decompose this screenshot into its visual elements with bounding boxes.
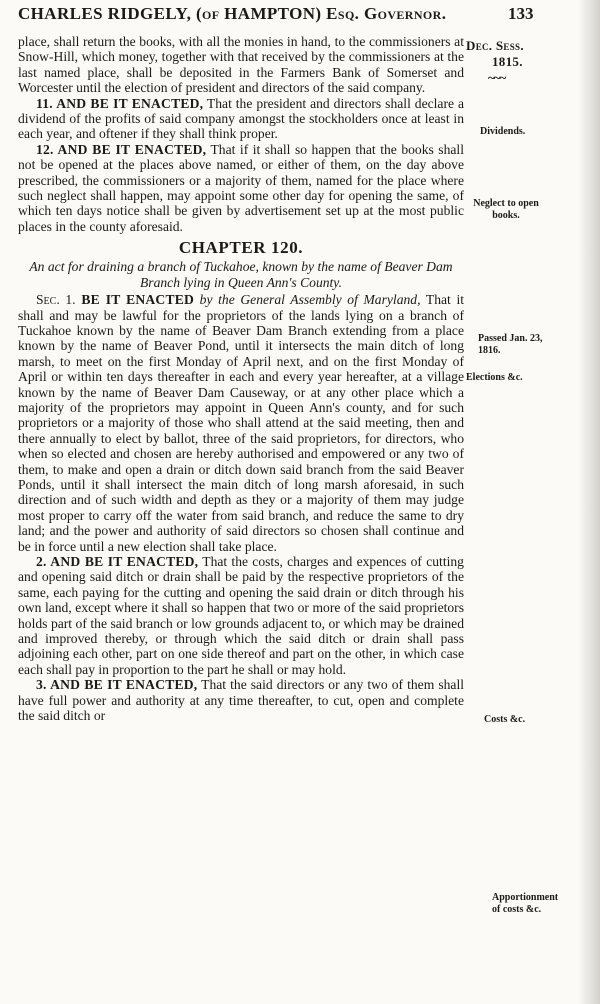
running-title-place: HAMPTON) <box>219 4 327 23</box>
running-header <box>18 4 538 24</box>
page-number: 133 <box>508 4 534 23</box>
section-1-sec: Sec. 1. <box>36 292 76 308</box>
section-12-text: That if it shall so happen that the books shall not be opened at the places above named, or either of them, on the day above prescribed, the commissioners or a majority of them, named for the place where such neglect shall happen, may appoint some other day for opening the same, of which ten days notice shall be given by advertisement set up at the most public places in the county aforesaid. <box>18 141 464 234</box>
section-1 <box>18 292 464 554</box>
paragraph-continuation: place, shall return the books, with all the monies in hand, to the commissioners at Snow-Hill, which money, together with that received by the commissioners at the last named place, shall be deposited in the Farmers Bank of Somerset and Worcester until the election of president and directors of the said company. <box>18 34 464 96</box>
margin-note-passed: Passed Jan. 23, 1816. <box>478 333 543 356</box>
session-year: 1815. <box>492 54 523 69</box>
margin-note-dividends: Dividends. <box>480 126 526 137</box>
body-text <box>18 34 464 723</box>
margin-note-session <box>466 38 586 86</box>
section-3-text: That the said directors or any two of them shall have full power and authority at any time thereafter, to cut, open and complete the said ditch or <box>18 677 465 724</box>
margin-note-neglect: Neglect to open books. <box>473 198 539 221</box>
session-label: Dec. Sess. <box>466 38 524 53</box>
running-title-of: of <box>202 4 220 23</box>
section-1-label: BE IT ENACTED <box>75 292 195 308</box>
page-edge-shadow <box>578 0 600 1004</box>
section-11-label: 11. AND BE IT ENACTED, <box>36 95 204 111</box>
margin-note-elections: Elections &c. <box>466 372 523 383</box>
section-3 <box>18 677 464 723</box>
margin-note-apportionment: Apportionment of costs &c. <box>492 892 559 915</box>
section-11-text: That the president and directors shall declare a dividend of the profits of said company amongst the stockholders once at least in each year, and oftener if they shall think proper. <box>18 95 464 142</box>
running-title-name: CHARLES RIDGELY, ( <box>18 4 203 23</box>
section-11 <box>18 96 464 142</box>
section-3-label: 3. AND BE IT ENACTED, <box>36 677 198 693</box>
section-2-label: 2. AND BE IT ENACTED, <box>36 554 199 569</box>
margin-note-costs: Costs &c. <box>484 714 526 725</box>
section-2-text: That the costs, charges and expences of cutting and opening said ditch or drain shall be paid by the respective proprietors of the same, each paying for the cutting and opening the said drain or ditch through his own land, except where it shall so happen that two or more of the said proprietors holds part of the said branch or low grounds adjacent to, or which may be drained and improved thereby, or through which the said ditch or drain shall pass adjoining each other, part on one side thereof and part on the other, in which case each shall pay in proportion to the part he shall or may hold. <box>18 554 464 677</box>
section-2 <box>18 554 464 677</box>
chapter-title: An act for draining a branch of Tuckahoe, known by the name of Beaver Dam Branch lying in Queen Ann's County. <box>29 259 453 290</box>
section-1-by: by the General Assembly of Maryland, <box>194 292 421 308</box>
running-title-esq: Esq. Governor. <box>326 4 447 23</box>
squiggle-ornament: ~~~ <box>488 70 506 85</box>
section-12-label: 12. AND BE IT ENACTED, <box>36 141 207 157</box>
chapter-heading: CHAPTER 120. <box>178 238 304 258</box>
section-12 <box>18 142 464 234</box>
section-1-text: That it shall and may be lawful for the proprietors of the lands lying on a branch of Tuckahoe known by the name of Beaver Dam Branch extending from a place known by the name of Beaver Pond, until it intersects the main ditch of long marsh, to meet on the first Monday of April next, and on the first Monday of April or within ten days thereafter in each and every year hereafter, at a village known by the name of Beaver Dam Causeway, or at any other place which a majority of the proprietors may appoint in Queen Ann's county, and for such proprietors or a majority of those who shall attend at the said meeting, then and there annually to elect by ballot, three of the said proprietors, for directors, who when so elected and chosen are hereby authorised and empowered or any two of them, to make and open a drain or ditch down said branch from the said Beaver Ponds, until it shall intersect the main ditch of long marsh aforesaid, in such direction and of such width and depth as they or a majority of them may judge most proper to carry off the water from said branch, and reduce the same to dry land; and the power and authority of said directors so chosen shall continue and be in force until a new election shall take place. <box>18 292 464 554</box>
